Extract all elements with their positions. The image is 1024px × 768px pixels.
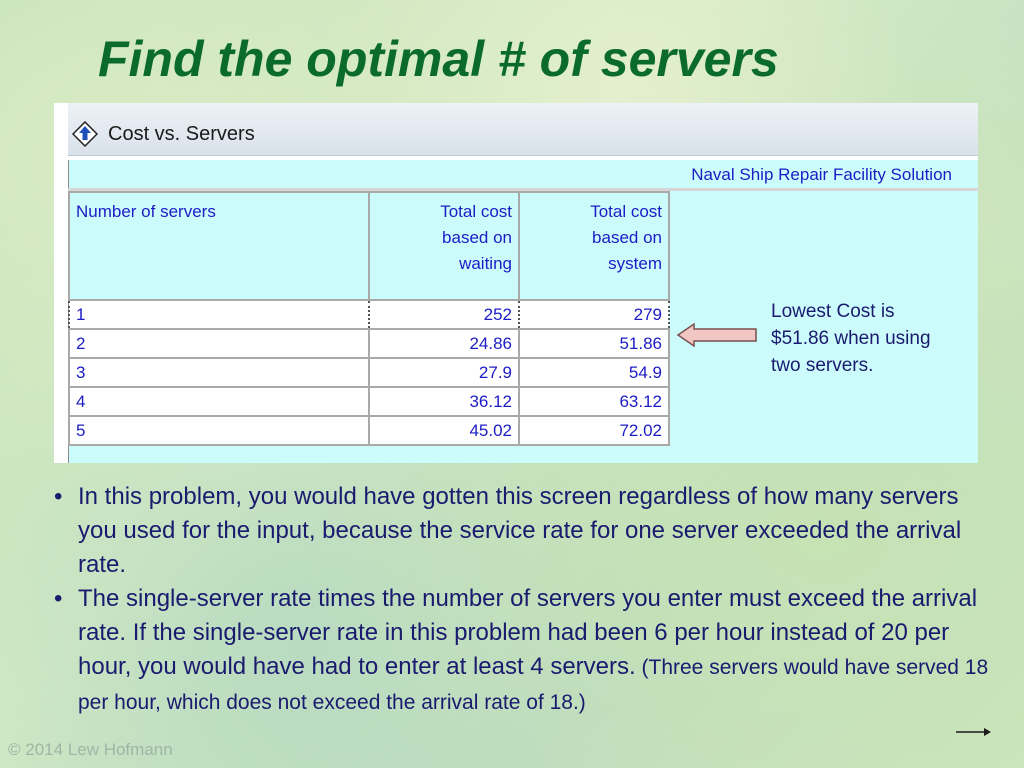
cell-servers[interactable]: 4 [69,387,369,416]
bullet-text: The single-server rate times the number of servers you enter must exceed the arrival rate. If the single-server rate in this problem had been 6 per hour instead of 20 per hour, you would have had to enter at least 4 servers. [78,585,978,680]
bullet-item [50,582,1000,720]
cell-servers[interactable]: 1 [69,300,369,329]
table-row[interactable] [69,329,669,358]
bullet-text: In this problem, you would have gotten this screen regardless of how many servers you used for the input, because the service rate for one server exceeded the arrival rate. [78,483,962,578]
results-table [68,191,670,446]
header-label-line: waiting [459,254,512,273]
bullet-note: (Three servers would have served 18 per hour, which does not exceed the arrival rate of 18.) [78,656,989,714]
table-row[interactable] [69,416,669,445]
cell-system-cost[interactable]: 51.86 [519,329,669,358]
bullet-item [50,480,1000,582]
header-label-line: based on [592,228,662,247]
header-label-line: system [608,254,662,273]
cell-system-cost[interactable]: 54.9 [519,358,669,387]
window-left-edge [54,103,69,463]
cell-system-cost[interactable]: 279 [519,300,669,329]
table-row[interactable] [69,300,669,329]
bullet-dot: • [54,585,63,612]
cell-waiting-cost[interactable]: 27.9 [369,358,519,387]
cell-servers[interactable]: 2 [69,329,369,358]
diamond-up-arrow-icon[interactable] [72,121,98,147]
callout-line: Lowest Cost is [771,301,895,322]
window-titlebar[interactable] [68,103,978,156]
lowest-cost-callout [771,298,981,379]
bullet-list [50,480,1000,720]
cell-waiting-cost[interactable]: 45.02 [369,416,519,445]
window-toolbar-strip [68,156,978,160]
cell-system-cost[interactable]: 63.12 [519,387,669,416]
bullet-dot: • [54,483,63,510]
left-arrow-icon [676,322,758,348]
cost-vs-servers-window [54,103,978,463]
copyright-footer: © 2014 Lew Hofmann [8,740,173,759]
cell-servers[interactable]: 3 [69,358,369,387]
next-arrow-icon[interactable] [954,724,992,740]
cell-waiting-cost[interactable]: 24.86 [369,329,519,358]
callout-line: two servers. [771,355,874,376]
header-label-line: Total cost [440,202,512,221]
header-total-cost-waiting [369,192,519,300]
table-row[interactable] [69,358,669,387]
table-header-row [69,192,669,300]
slide-title: Find the optimal # of servers [98,31,779,87]
window-title: Cost vs. Servers [108,123,255,145]
header-number-of-servers [69,192,369,300]
header-label-line: based on [442,228,512,247]
cell-waiting-cost[interactable]: 252 [369,300,519,329]
callout-line: $51.86 when using [771,328,931,349]
header-label: Number of servers [76,202,216,221]
cell-system-cost[interactable]: 72.02 [519,416,669,445]
cell-waiting-cost[interactable]: 36.12 [369,387,519,416]
header-total-cost-system [519,192,669,300]
window-subtitle: Naval Ship Repair Facility Solution [691,165,952,184]
cell-servers[interactable]: 5 [69,416,369,445]
header-label-line: Total cost [590,202,662,221]
table-row[interactable] [69,387,669,416]
